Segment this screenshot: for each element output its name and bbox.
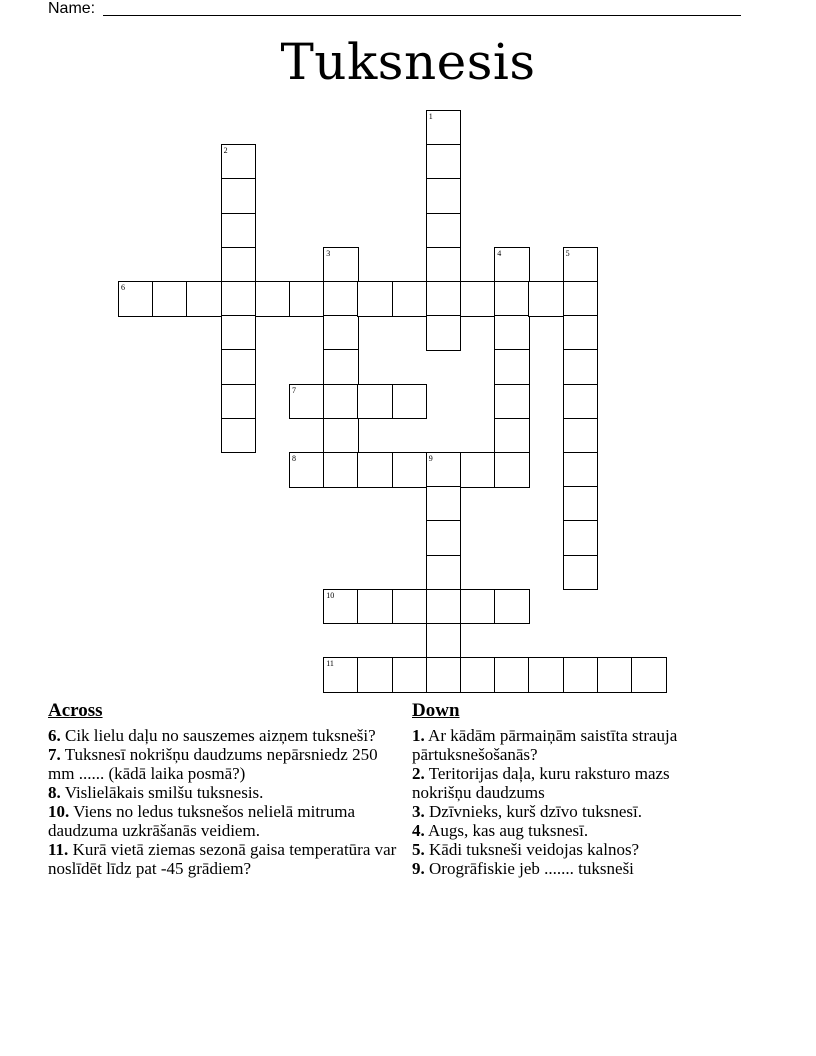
clue-number: 6. <box>48 726 61 745</box>
down-clues <box>412 700 732 878</box>
crossword-cell[interactable] <box>323 281 357 315</box>
crossword-cell[interactable] <box>528 657 562 693</box>
across-clue-list <box>48 726 408 878</box>
crossword-cell[interactable] <box>323 384 357 418</box>
name-label: Name: <box>48 0 96 17</box>
crossword-cell[interactable] <box>494 657 528 693</box>
crossword-cell[interactable] <box>323 315 359 349</box>
crossword-cell[interactable] <box>460 452 494 488</box>
clue-text: Viens no ledus tuksnešos nelielā mitruma daudzuma uzkrāšanās veidiem. <box>48 802 355 840</box>
crossword-cell[interactable] <box>563 418 599 452</box>
crossword-cell[interactable] <box>221 349 257 383</box>
crossword-cell[interactable] <box>563 657 597 693</box>
crossword-cell[interactable] <box>357 589 391 625</box>
cell-number: 7 <box>292 385 296 395</box>
clue-number: 1. <box>412 726 425 745</box>
cell-number: 3 <box>326 248 331 258</box>
crossword-cell[interactable] <box>323 418 359 452</box>
clue-number: 2. <box>412 764 425 783</box>
cell-number: 9 <box>428 454 433 463</box>
cell-number: 5 <box>565 248 570 258</box>
crossword-cell[interactable] <box>221 384 257 418</box>
across-clue <box>48 802 408 840</box>
crossword-cell[interactable] <box>323 247 359 281</box>
crossword-cell[interactable] <box>563 281 599 315</box>
crossword-cell[interactable] <box>221 315 257 349</box>
crossword-cell[interactable] <box>289 452 323 488</box>
clue-text: Teritorijas daļa, kuru raksturo mazs nokrišņu daudzums <box>412 764 670 802</box>
crossword-cell[interactable] <box>426 520 462 554</box>
crossword-cell[interactable] <box>563 247 599 281</box>
crossword-cell[interactable] <box>186 281 220 317</box>
crossword-cell[interactable] <box>494 281 528 315</box>
crossword-cell[interactable] <box>494 247 530 281</box>
crossword-cell[interactable] <box>426 623 462 657</box>
crossword-cell[interactable] <box>426 555 462 589</box>
crossword-cell[interactable] <box>563 315 599 349</box>
crossword-cell[interactable] <box>323 657 357 693</box>
down-clue <box>412 764 732 802</box>
crossword-cell[interactable] <box>563 486 599 520</box>
crossword-cell[interactable] <box>289 281 323 317</box>
crossword-cell[interactable] <box>255 281 289 317</box>
crossword-cell[interactable] <box>392 384 428 420</box>
crossword-cell[interactable] <box>563 520 599 554</box>
across-clue <box>48 783 408 802</box>
crossword-cell[interactable] <box>426 657 460 693</box>
cell-number: 1 <box>428 112 433 121</box>
crossword-cell[interactable] <box>563 555 599 591</box>
clue-text: Vislielākais smilšu tuksnesis. <box>60 783 264 802</box>
clue-number: 9. <box>412 859 425 878</box>
across-clues <box>48 700 408 878</box>
crossword-cell[interactable] <box>118 281 152 317</box>
crossword-cell[interactable] <box>357 657 391 693</box>
across-heading: Across <box>48 700 103 721</box>
crossword-cell[interactable] <box>460 657 494 693</box>
clue-number: 8. <box>48 783 61 802</box>
across-clue <box>48 726 408 745</box>
clue-number: 3. <box>412 802 425 821</box>
crossword-cell[interactable] <box>221 247 257 281</box>
cell-number: 8 <box>292 454 296 463</box>
crossword-cell[interactable] <box>392 657 426 693</box>
clue-text: Dzīvnieks, kurš dzīvo tuksnesī. <box>424 802 642 821</box>
down-clue-list <box>412 726 732 878</box>
crossword-cell[interactable] <box>631 657 667 693</box>
across-clue <box>48 745 408 783</box>
clue-text: Augs, kas aug tuksnesī. <box>424 821 589 840</box>
clue-text: Tuksnesī nokrišņu daudzums nepārsniedz 250 mm ...... (kādā laika posmā?) <box>48 745 378 783</box>
clue-text: Cik lielu daļu no sauszemes aizņem tuksneši? <box>60 726 376 745</box>
cell-number: 10 <box>326 590 335 600</box>
crossword-cell[interactable] <box>152 281 186 317</box>
down-clue <box>412 840 732 859</box>
crossword-cell[interactable] <box>323 349 359 383</box>
clue-number: 5. <box>412 840 425 859</box>
crossword-cell[interactable] <box>494 589 530 625</box>
crossword-cell[interactable] <box>323 589 357 625</box>
crossword-cell[interactable] <box>221 213 257 247</box>
page-title: Tuksnesis <box>280 33 536 91</box>
cell-number: 6 <box>121 283 125 292</box>
crossword-cell[interactable] <box>426 315 462 351</box>
down-heading: Down <box>412 700 460 721</box>
crossword-cell[interactable] <box>426 144 462 178</box>
crossword-cell[interactable] <box>426 247 462 281</box>
crossword-cell[interactable] <box>563 452 599 486</box>
crossword-cell[interactable] <box>357 281 391 317</box>
crossword-cell[interactable] <box>221 178 257 212</box>
crossword-cell[interactable] <box>426 110 462 144</box>
down-clue <box>412 859 732 878</box>
crossword-cell[interactable] <box>426 178 462 212</box>
down-clue <box>412 726 732 764</box>
crossword-cell[interactable] <box>460 589 494 625</box>
crossword-cell[interactable] <box>426 281 460 315</box>
crossword-cell[interactable] <box>426 452 460 486</box>
clue-text: Ar kādām pārmaiņām saistīta strauja pārtuksnešošanās? <box>412 726 678 764</box>
crossword-cell[interactable] <box>494 384 530 418</box>
crossword-cell[interactable] <box>392 281 426 317</box>
cell-number: 11 <box>326 659 334 669</box>
crossword-cell[interactable] <box>323 452 357 488</box>
crossword-cell[interactable] <box>221 418 257 454</box>
crossword-cell[interactable] <box>357 452 391 488</box>
crossword-cell[interactable] <box>426 589 460 623</box>
crossword-cell[interactable] <box>426 213 462 247</box>
cell-number: 2 <box>223 146 228 156</box>
clue-text: Kurā vietā ziemas sezonā gaisa temperatūra var noslīdēt līdz pat -45 grādiem? <box>48 840 397 878</box>
crossword-cell[interactable] <box>563 384 599 418</box>
crossword-cell[interactable] <box>357 384 391 420</box>
crossword-cell[interactable] <box>426 486 462 520</box>
clue-number: 10. <box>48 802 70 821</box>
crossword-cell[interactable] <box>221 144 257 178</box>
crossword-cell[interactable] <box>494 452 530 488</box>
clue-text: Kādi tuksneši veidojas kalnos? <box>424 840 640 859</box>
crossword-cell[interactable] <box>221 281 255 315</box>
crossword-cell[interactable] <box>289 384 323 420</box>
clue-number: 7. <box>48 745 61 764</box>
crossword-cell[interactable] <box>494 418 530 452</box>
down-clue <box>412 821 732 840</box>
across-clue <box>48 840 408 878</box>
crossword-cell[interactable] <box>494 349 530 383</box>
crossword-cell[interactable] <box>528 281 562 317</box>
crossword-cell[interactable] <box>460 281 494 317</box>
crossword-cell[interactable] <box>494 315 530 349</box>
crossword-cell[interactable] <box>392 589 426 625</box>
crossword-cell[interactable] <box>563 349 599 383</box>
crossword-cell[interactable] <box>597 657 631 693</box>
down-clue <box>412 802 732 821</box>
cell-number: 4 <box>497 248 502 258</box>
crossword-cell[interactable] <box>392 452 426 488</box>
clue-text: Orogrāfiskie jeb ....... tuksneši <box>424 859 634 878</box>
clue-number: 4. <box>412 821 425 840</box>
clue-number: 11. <box>48 840 69 859</box>
